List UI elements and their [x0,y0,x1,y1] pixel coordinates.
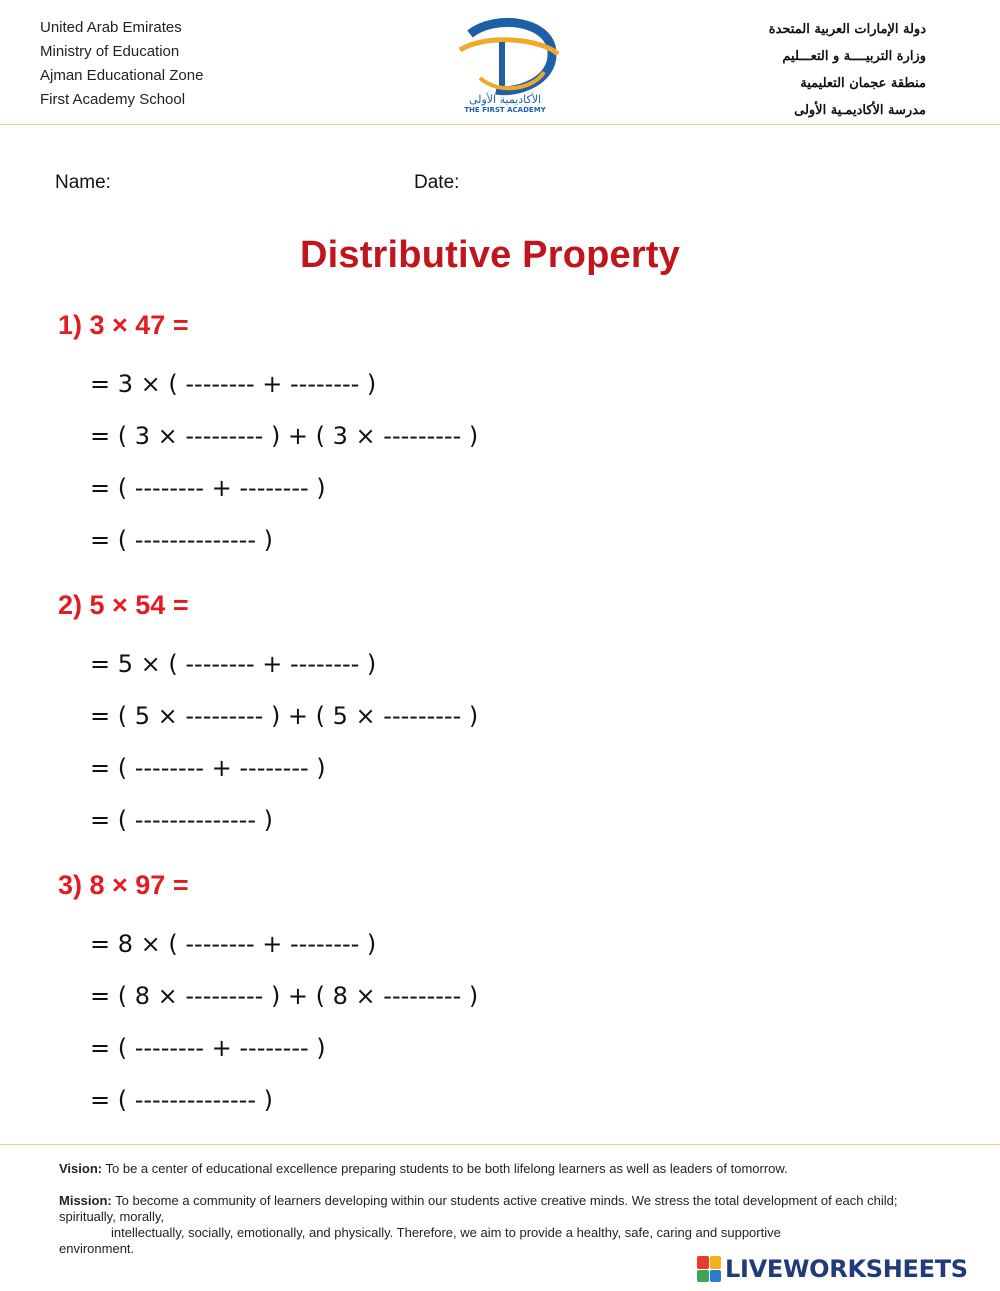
mission-label: Mission: [59,1193,112,1208]
problem-1-step-1: = 3 × ( -------- + -------- ) [90,370,377,398]
problem-3-step-1: = 8 × ( -------- + -------- ) [90,930,377,958]
liveworksheets-logo [697,1255,968,1283]
problem-1-step-2: = ( 3 × --------- ) + ( 3 × --------- ) [90,422,479,450]
worksheet-title: Distributive Property [299,234,681,276]
header-divider [0,124,1000,125]
mission-text-3: environment. [59,1241,135,1256]
problem-2-step-2: = ( 5 × --------- ) + ( 5 × --------- ) [90,702,479,730]
header-left-block [40,16,203,112]
vision-label: Vision: [59,1161,103,1176]
problem-3-heading: 3) 8 × 97 = [58,870,189,900]
logo-arabic-text: الأكاديمية الأولى [468,93,542,106]
header-right-block [769,16,926,124]
header-right-line-3: منطقة عجمان التعليمية [800,76,926,91]
problem-1-step-3: = ( -------- + -------- ) [90,474,326,502]
header-right-line-1: دولة الإمارات العربية المتحدة [768,22,926,37]
problem-3-step-4: = ( -------------- ) [90,1086,273,1114]
problem-2-step-1: = 5 × ( -------- + -------- ) [90,650,377,678]
mission-statement [59,1193,919,1257]
name-label: Name: [55,172,111,193]
mission-text-1: To become a community of learners developing within our students active creative minds. We stress the total development of each child; spiritually, morally, [59,1193,898,1224]
header-left-line-1: United Arab Emirates [40,19,182,36]
mission-text-2: intellectually, socially, emotionally, and physically. Therefore, we aim to provide a healthy, safe, caring and supportive [111,1225,781,1240]
problem-3-step-2: = ( 8 × --------- ) + ( 8 × --------- ) [90,982,479,1010]
problem-2-step-3: = ( -------- + -------- ) [90,754,326,782]
date-label: Date: [414,172,460,193]
header-right-line-4: مدرسة الأكاديمـية الأولى [794,103,926,118]
footer-divider [0,1144,1000,1145]
problem-2-heading: 2) 5 × 54 = [58,590,189,620]
vision-text: To be a center of educational excellence preparing students to be both lifelong learners as well as leaders of tomorrow. [105,1161,788,1176]
header-left-line-3: Ajman Educational Zone [40,67,204,84]
problem-3-step-3: = ( -------- + -------- ) [90,1034,326,1062]
header-left-line-2: Ministry of Education [40,43,180,60]
liveworksheets-icon [697,1256,721,1282]
liveworksheets-logo-text: LIVEWORKSHEETS [725,1255,968,1283]
header-left-line-4: First Academy School [40,91,186,108]
problem-1-step-4: = ( -------------- ) [90,526,273,554]
problem-2-step-4: = ( -------------- ) [90,806,273,834]
vision-statement [59,1161,919,1177]
school-logo-icon [440,12,570,114]
logo-english-text: THE FIRST ACADEMY [464,106,546,114]
header-right-line-2: وزارة التربيــــة و التعـــليم [782,49,926,64]
problem-1-heading: 1) 3 × 47 = [58,310,189,340]
